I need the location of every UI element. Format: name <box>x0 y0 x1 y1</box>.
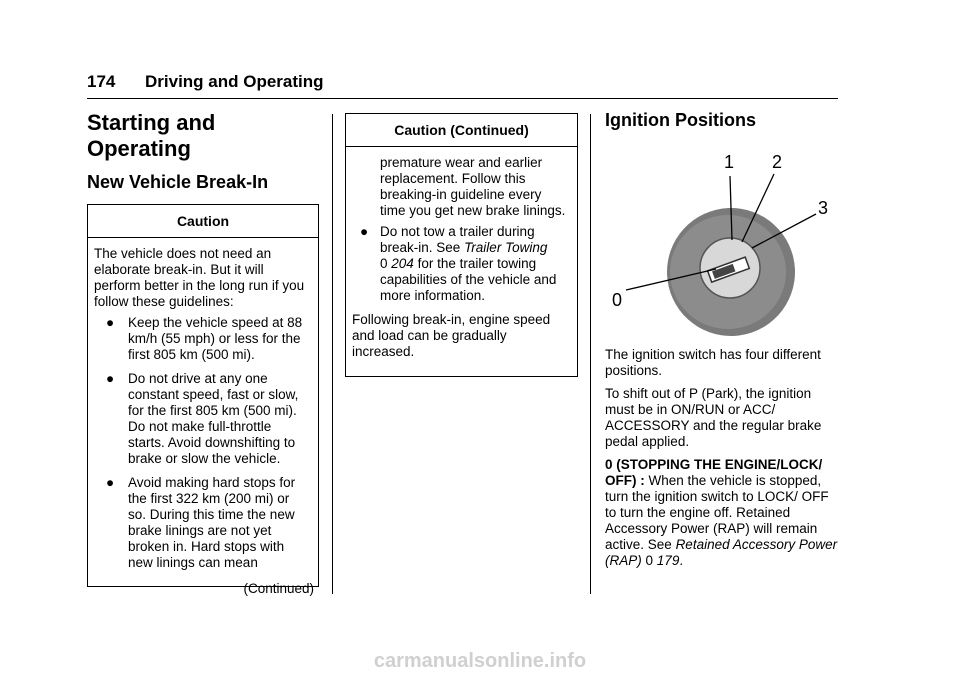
section-heading: Ignition Positions <box>605 110 756 130</box>
paragraph: The ignition switch has four different positions. <box>605 347 821 378</box>
bullet-icon: ● <box>106 475 115 490</box>
column-divider <box>590 114 591 594</box>
bullet-icon: ● <box>106 371 115 386</box>
label-position-3: 3 <box>818 198 829 218</box>
position-label: 0 (STOPPING THE ENGINE/LOCK/ OFF) : <box>605 457 823 488</box>
caution-heading: Caution (Continued) <box>346 114 577 147</box>
running-header: Driving and Operating <box>145 72 324 91</box>
bullet-text-end: for the trailer towing capabilities of the vehicle and more information. <box>380 256 557 303</box>
ignition-description <box>605 347 839 576</box>
chapter-heading: Starting and Operating <box>87 110 216 161</box>
label-position-1: 1 <box>724 152 735 172</box>
paragraph-text: When the vehicle is stopped, turn the ignition switch to LOCK/ OFF to turn the engine off. Retained Accessory Power (RAP) will remain active. See <box>605 473 829 552</box>
cross-reference-link[interactable]: Trailer Towing <box>464 240 548 255</box>
continued-label: (Continued) <box>243 581 314 596</box>
section-heading: New Vehicle Break-In <box>87 172 269 192</box>
watermark: carmanualsonline.info <box>373 650 587 672</box>
ignition-switch-figure <box>604 148 840 344</box>
bullet-icon: ● <box>106 315 115 330</box>
caution-body <box>346 147 577 360</box>
page-number: 174 <box>87 72 116 91</box>
paragraph-end: . <box>679 553 684 568</box>
cross-reference-link[interactable]: Retained Accessory Power (RAP) <box>605 537 838 568</box>
list-item <box>94 371 310 467</box>
reference-icon: 0 <box>380 256 388 271</box>
list-item <box>94 315 310 363</box>
bullet-icon: ● <box>360 224 369 239</box>
column-divider <box>332 114 333 594</box>
header-rule <box>87 98 838 99</box>
bullet-text: Avoid making hard stops for the first 322 km (200 mi) or so. During this time the new brake linings are not yet broken in. Hard stops with new linings can mean <box>128 475 296 570</box>
page-reference[interactable]: 179 <box>656 553 680 568</box>
paragraph <box>605 457 839 569</box>
page-reference[interactable]: 204 <box>391 256 414 271</box>
reference-icon: 0 <box>645 553 654 568</box>
caution-intro: The vehicle does not need an elaborate break-in. But it will perform better in the long run if you follow these guidelines: <box>94 246 305 309</box>
caution-box-continued <box>345 113 578 377</box>
paragraph: To shift out of P (Park), the ignition must be in ON/RUN or ACC/ ACCESSORY and the regular brake pedal applied. <box>605 386 822 449</box>
label-position-2: 2 <box>772 152 783 172</box>
caution-box <box>87 204 319 596</box>
bullet-text: Do not drive at any one constant speed, fast or slow, for the first 805 km (500 mi). Do not make full-throttle starts. Avoid downshifting to brake or slow the vehicle. <box>128 371 299 466</box>
bullet-text-start: Do not tow a trailer during break-in. See <box>380 224 535 255</box>
caution-continuation: premature wear and earlier replacement. Follow this breaking-in guideline every time you get new brake linings. <box>380 155 566 218</box>
label-position-0: 0 <box>612 290 623 310</box>
bullet-text: Keep the vehicle speed at 88 km/h (55 mph) or less for the first 805 km (500 mi). <box>128 315 303 362</box>
caution-closing: Following break-in, engine speed and load can be gradually increased. <box>352 312 551 359</box>
list-item <box>94 475 310 571</box>
caution-body <box>88 238 318 571</box>
list-item <box>352 224 569 304</box>
caution-heading: Caution <box>88 205 318 238</box>
